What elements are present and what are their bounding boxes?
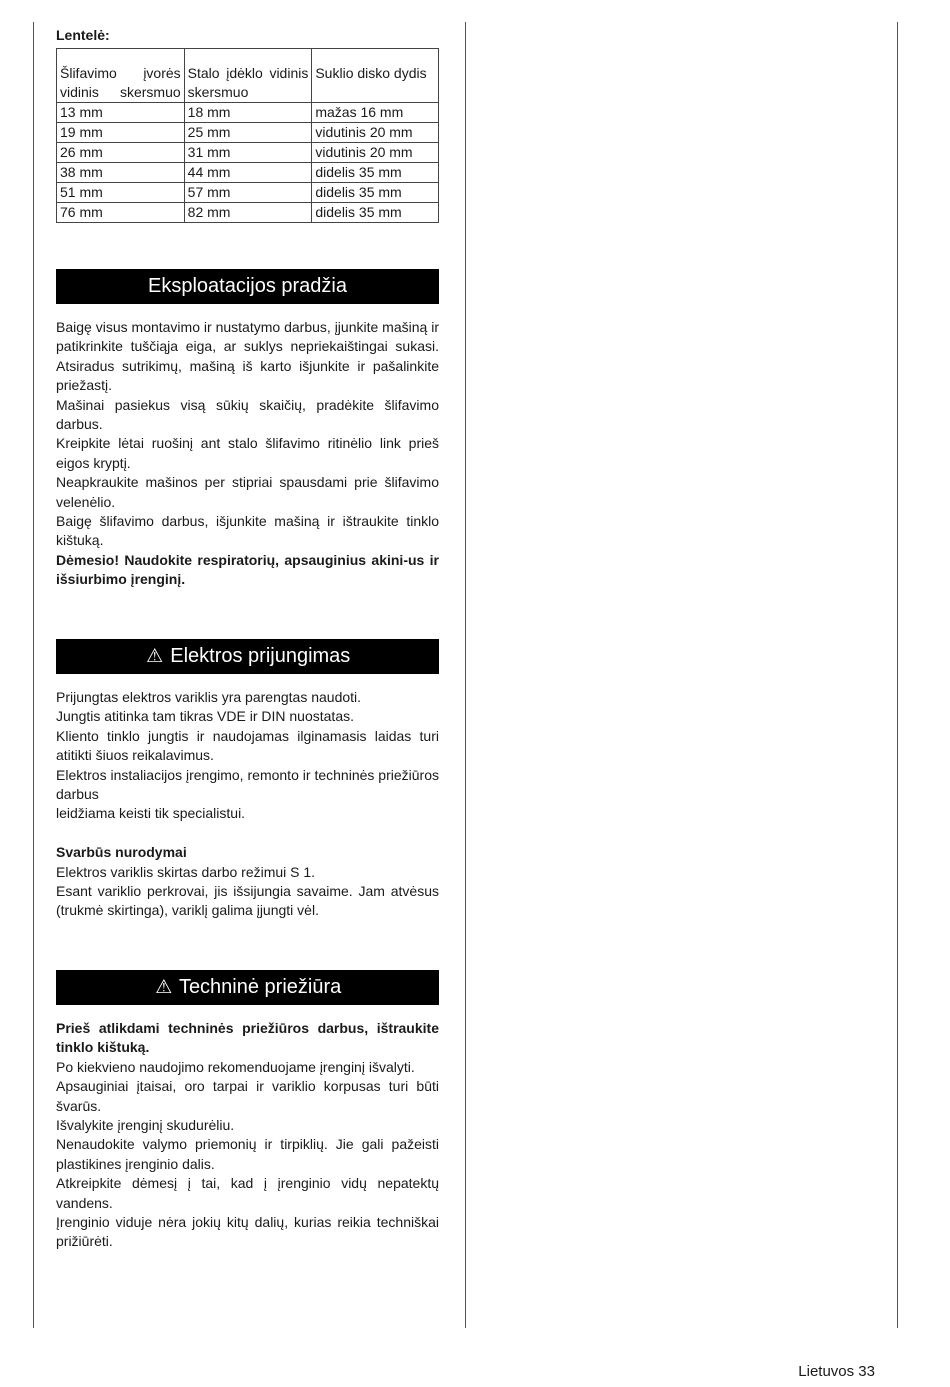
table-cell: vidutinis 20 mm xyxy=(312,143,439,163)
paragraph: Elektros instaliacijos įrengimo, remonto ir techninės priežiūros darbus xyxy=(56,766,439,803)
paragraph: Įrenginio viduje nėra jokių kitų dalių, kurias reikia techniškai prižiūrėti. xyxy=(56,1214,439,1250)
warning-paragraph: Dėmesio! Naudokite respiratorių, apsauginius akini-us ir išsiurbimo įrenginį. xyxy=(56,551,439,588)
subheading: Svarbūs nurodymai xyxy=(56,844,187,861)
paragraph: Išvalykite įrenginį skudurėliu. xyxy=(56,1117,235,1134)
paragraph: leidžiama keisti tik specialistui. xyxy=(56,805,246,822)
table-row xyxy=(57,163,439,183)
paragraph: Nenaudokite valymo priemonių ir tirpiklių. Jie gali pažeisti plastikines įrenginio dalis. xyxy=(56,1136,439,1172)
column-divider-rule xyxy=(465,22,466,1328)
electric-section-body xyxy=(56,688,439,921)
intro-paragraph: Prieš atlikdami techninės priežiūros darbus, ištraukite tinklo kištuką. xyxy=(56,1020,439,1056)
table-label: Lentelė: xyxy=(56,27,110,43)
warning-triangle-icon: ⚠ xyxy=(146,646,164,667)
paragraph: Apsauginiai įtaisai, oro tarpai ir variklio korpusas turi būti švarūs. xyxy=(56,1078,439,1114)
section-title: Elektros prijungimas xyxy=(170,645,351,667)
table-cell: 19 mm xyxy=(57,123,185,143)
table-header-cell: Stalo įdėklo vidinis skersmuo xyxy=(184,49,312,103)
section-heading-maintenance xyxy=(56,970,439,1005)
table-cell: 18 mm xyxy=(184,103,312,123)
table-cell: 57 mm xyxy=(184,183,312,203)
paragraph: Elektros variklis skirtas darbo režimui S 1. xyxy=(56,863,316,880)
paragraph: Atkreipkite dėmesį į tai, kad į įrenginio vidų nepatektų vandens. xyxy=(56,1175,439,1211)
paragraph: Kliento tinklo jungtis ir naudojamas ilginamasis laidas turi atitikti šiuos reikalavimus. xyxy=(56,727,439,764)
table-cell: 25 mm xyxy=(184,123,312,143)
table-cell: 31 mm xyxy=(184,143,312,163)
paragraph: Po kiekvieno naudojimo rekomenduojame įrenginį išvalyti. xyxy=(56,1058,415,1075)
start-section-body xyxy=(56,318,439,590)
table-header-row xyxy=(57,49,439,103)
table-row xyxy=(57,183,439,203)
table-cell: didelis 35 mm xyxy=(312,183,439,203)
paragraph: Kreipkite lėtai ruošinį ant stalo šlifavimo ritinėlio link prieš eigos kryptį. xyxy=(56,435,439,471)
section-title: Eksploatacijos pradžia xyxy=(148,275,347,297)
table-row xyxy=(57,203,439,223)
table-cell: 82 mm xyxy=(184,203,312,223)
table-cell: 76 mm xyxy=(57,203,185,223)
size-table xyxy=(56,48,439,223)
paragraph: Baigę šlifavimo darbus, išjunkite mašiną ir ištraukite tinklo kištuką. xyxy=(56,513,439,549)
maintenance-section-body xyxy=(56,1019,439,1252)
table-cell: 44 mm xyxy=(184,163,312,183)
paragraph: Mašinai pasiekus visą sūkių skaičių, pradėkite šlifavimo darbus. xyxy=(56,396,439,433)
table-row xyxy=(57,143,439,163)
table-row xyxy=(57,123,439,143)
paragraph: Baigę visus montavimo ir nustatymo darbus, įjunkite mašiną ir patikrinkite tuščiąja eiga, ar suklys nepriekaištingai sukasi. Atsiradus sutrikimų, mašiną iš karto išjunkite ir pašalinkite priežastį. xyxy=(56,319,439,394)
table-cell: didelis 35 mm xyxy=(312,203,439,223)
table-cell: 38 mm xyxy=(57,163,185,183)
table-header-cell: Šlifavimo įvorės vidinis skersmuo xyxy=(57,49,185,103)
table-cell: didelis 35 mm xyxy=(312,163,439,183)
warning-triangle-icon: ⚠ xyxy=(155,977,173,998)
table-cell: 51 mm xyxy=(57,183,185,203)
table-cell: vidutinis 20 mm xyxy=(312,123,439,143)
page-number: Lietuvos 33 xyxy=(798,1363,875,1380)
table-header-cell: Suklio disko dydis xyxy=(312,49,439,103)
table-cell: 13 mm xyxy=(57,103,185,123)
right-margin-rule xyxy=(897,22,898,1328)
left-margin-rule xyxy=(33,22,34,1328)
paragraph: Esant variklio perkrovai, jis išsijungia savaime. Jam atvėsus (trukmė skirtinga), variklį galima įjungti vėl. xyxy=(56,883,439,919)
paragraph: Prijungtas elektros variklis yra parengtas naudoti. xyxy=(56,689,362,705)
paragraph: Jungtis atitinka tam tikras VDE ir DIN nuostatas. xyxy=(56,708,354,725)
table-row xyxy=(57,103,439,123)
section-title: Techninė priežiūra xyxy=(178,976,342,998)
section-heading-start xyxy=(56,269,439,304)
table-cell: mažas 16 mm xyxy=(312,103,439,123)
section-heading-electric xyxy=(56,639,439,674)
table-cell: 26 mm xyxy=(57,143,185,163)
paragraph: Neapkraukite mašinos per stipriai spausdami prie šlifavimo velenėlio. xyxy=(56,474,439,510)
